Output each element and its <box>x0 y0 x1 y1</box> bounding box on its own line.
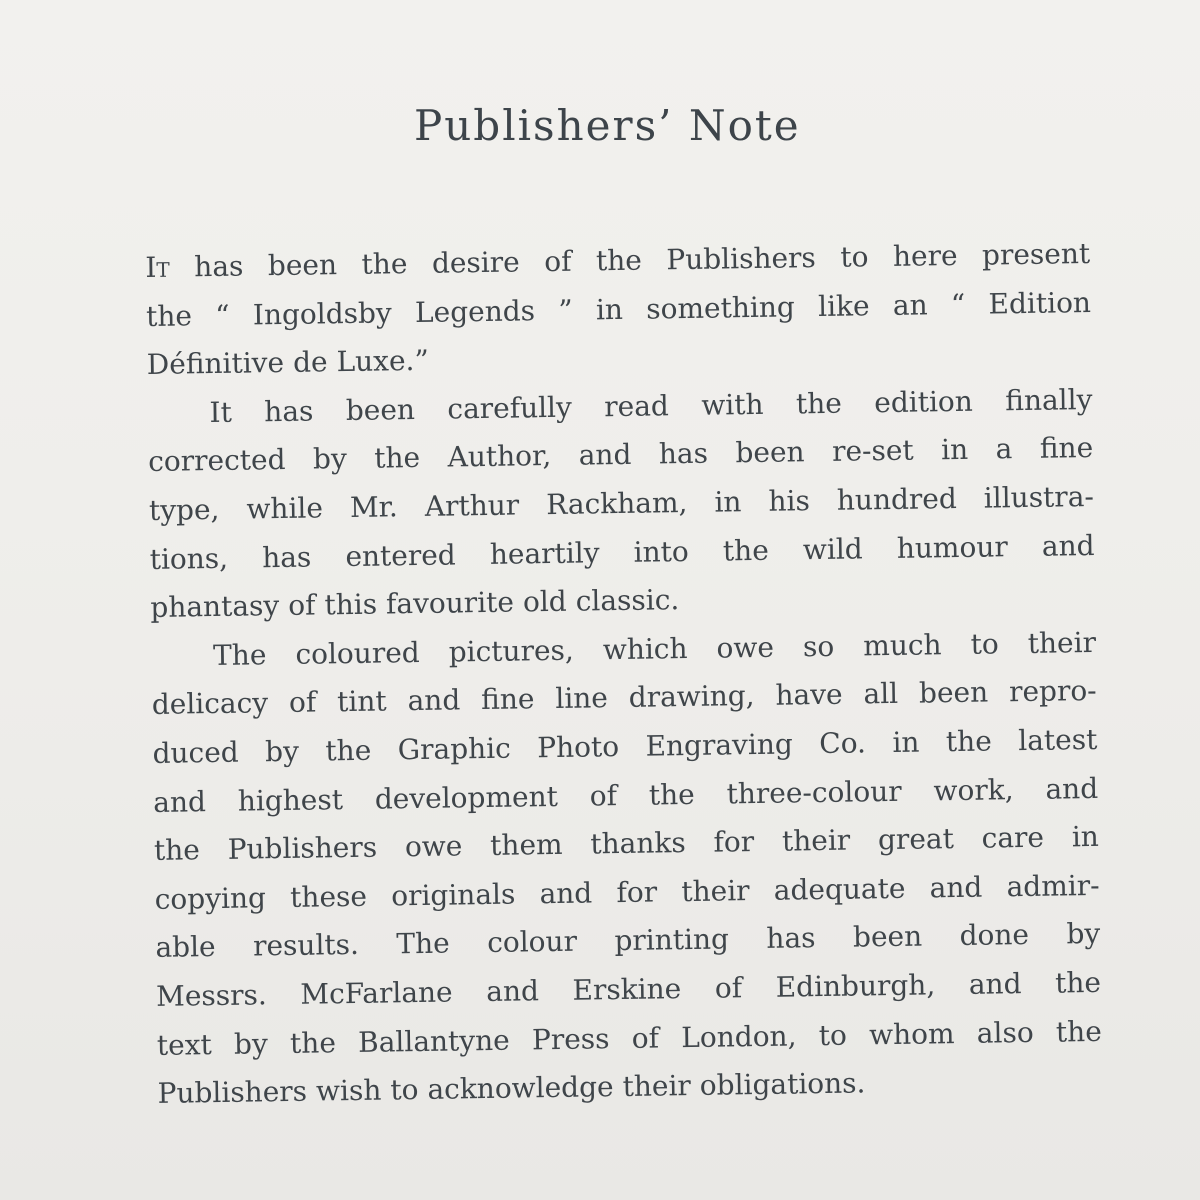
word: has <box>194 249 244 284</box>
word: which <box>602 631 688 667</box>
word: in <box>892 725 920 759</box>
word: able <box>155 930 216 965</box>
word: owe <box>716 630 775 665</box>
word: an <box>892 287 928 322</box>
word: the <box>795 386 843 421</box>
publishers-note-text <box>145 230 1103 1119</box>
word: text <box>156 1027 212 1062</box>
word: fine <box>480 682 535 717</box>
word: by <box>264 734 300 769</box>
word: Rackham, <box>545 485 688 522</box>
word: these <box>289 879 368 914</box>
word: has <box>261 540 312 574</box>
word: desire <box>431 245 520 280</box>
word: pictures, <box>448 633 575 669</box>
word: like <box>817 288 870 323</box>
word: been <box>345 392 416 427</box>
word: also <box>976 1015 1034 1050</box>
word: great <box>877 822 955 857</box>
word: re-set <box>831 433 914 469</box>
word: by <box>233 1026 269 1061</box>
word: Mr. <box>349 490 399 524</box>
word: the <box>1054 965 1102 1000</box>
word: for <box>713 825 755 859</box>
word: for <box>616 875 658 909</box>
word: their <box>781 823 851 858</box>
word: Graphic <box>397 731 512 767</box>
word: favourite <box>385 585 515 621</box>
word: work, <box>933 772 1014 807</box>
word: the <box>945 724 993 759</box>
word: Publishers <box>157 1074 308 1110</box>
word: phantasy <box>150 589 280 625</box>
word: been <box>852 919 923 954</box>
word: humour <box>896 529 1008 565</box>
word: Press <box>531 1021 610 1056</box>
word: Author, <box>447 439 552 474</box>
word: whom <box>868 1016 955 1051</box>
word: development <box>374 779 559 816</box>
word: McFarlane <box>300 975 453 1011</box>
word: corrected <box>147 443 286 479</box>
word: obligations. <box>699 1066 866 1102</box>
word: Edinburgh, <box>775 968 936 1004</box>
word: London, <box>681 1018 797 1054</box>
word: illustra- <box>983 479 1095 515</box>
word: here <box>892 238 958 273</box>
word: have <box>775 678 843 713</box>
word: admir- <box>1006 868 1100 904</box>
word: so <box>802 629 835 664</box>
word: the <box>289 1025 337 1060</box>
word: the <box>1055 1014 1103 1049</box>
word: three-colour <box>726 774 902 810</box>
word: latest <box>1017 722 1098 758</box>
word: to <box>818 1018 848 1052</box>
word: “ <box>950 287 966 321</box>
word: Luxe.” <box>336 343 429 379</box>
word: tint <box>336 684 387 719</box>
word: of <box>288 685 317 720</box>
word: has <box>766 921 816 956</box>
word: something <box>646 289 796 326</box>
word: de <box>292 345 328 380</box>
word: Legends <box>414 293 536 329</box>
word: the <box>153 833 201 868</box>
word: fine <box>1039 431 1094 466</box>
word: Ingoldsby <box>252 295 392 331</box>
word: colour <box>486 924 578 960</box>
word: owe <box>404 829 463 864</box>
word: this <box>324 587 378 622</box>
word: of <box>287 588 316 623</box>
word: Arthur <box>424 488 520 523</box>
word: a <box>995 432 1013 466</box>
word: adequate <box>773 871 906 907</box>
word: originals <box>390 877 516 913</box>
word: them <box>489 827 563 863</box>
word: the <box>722 533 769 568</box>
word: The <box>212 637 267 672</box>
word: and <box>407 683 461 718</box>
word: results. <box>252 928 360 963</box>
word: edition <box>874 384 974 419</box>
word: and <box>578 438 632 472</box>
word: old <box>522 584 567 619</box>
word: line <box>555 681 609 716</box>
word: classic. <box>575 583 680 618</box>
word: wish <box>315 1073 382 1108</box>
word: Publishers <box>227 830 378 866</box>
word: to <box>970 627 999 661</box>
word: Engraving <box>645 727 794 763</box>
word: the <box>374 441 421 475</box>
word: duced <box>152 735 239 770</box>
word: and <box>485 974 540 1008</box>
word: the <box>145 298 193 333</box>
word: carefully <box>447 390 573 426</box>
word: highest <box>237 782 344 818</box>
word: copying <box>154 880 267 916</box>
word: Définitive <box>146 346 285 382</box>
word: The <box>396 926 450 961</box>
word: of <box>589 778 618 812</box>
word: present <box>981 236 1091 272</box>
word: type, <box>148 492 220 527</box>
word: read <box>604 389 670 423</box>
word: thanks <box>590 826 686 861</box>
word: of <box>543 244 572 279</box>
word: printing <box>614 922 730 958</box>
word: “ <box>214 298 230 332</box>
word: drawing, <box>628 679 755 715</box>
word: their <box>1027 625 1097 660</box>
word: Messrs. <box>155 978 268 1013</box>
word: Ballantyne <box>357 1023 510 1059</box>
word: Photo <box>537 729 620 765</box>
word: to <box>390 1073 419 1107</box>
word: done <box>959 918 1030 953</box>
word: Edition <box>988 285 1092 321</box>
word: and <box>929 870 983 905</box>
word: the <box>325 733 372 768</box>
word: and <box>1045 771 1099 806</box>
word: much <box>863 627 942 663</box>
word: in <box>1071 820 1100 854</box>
word: care <box>981 820 1045 855</box>
word: Publishers <box>666 241 817 277</box>
word: been <box>918 675 989 710</box>
word: been <box>735 435 805 470</box>
word: tions, <box>149 541 229 576</box>
word: Erskine <box>572 972 682 1007</box>
word: acknowledge <box>427 1070 614 1106</box>
word: in <box>714 485 742 519</box>
word: wild <box>802 531 863 566</box>
word: has <box>658 437 709 471</box>
word: It <box>209 395 233 429</box>
word: and <box>968 966 1022 1001</box>
word: repro- <box>1008 674 1097 709</box>
word: Co. <box>819 726 867 760</box>
word: their <box>681 873 750 908</box>
word: hundred <box>836 481 957 517</box>
word: heartily <box>489 535 600 571</box>
word: It <box>145 250 170 284</box>
word: into <box>633 534 689 569</box>
word: to <box>840 240 869 274</box>
word: finally <box>1005 382 1093 418</box>
word: delicacy <box>151 686 269 722</box>
word: of <box>631 1020 660 1055</box>
word: his <box>768 484 811 518</box>
word: with <box>701 387 764 422</box>
word: while <box>246 491 324 526</box>
word: all <box>863 677 899 711</box>
word: ” <box>558 293 573 327</box>
word: the <box>595 243 643 278</box>
word: in <box>595 292 624 326</box>
word: and <box>153 784 207 819</box>
word: of <box>714 971 743 1005</box>
word: in <box>940 433 969 467</box>
word: and <box>1041 528 1095 563</box>
word: by <box>1066 917 1101 951</box>
word: entered <box>345 537 456 573</box>
word: their <box>622 1069 692 1104</box>
word: been <box>267 248 338 283</box>
word: the <box>648 777 695 812</box>
word: has <box>264 394 314 429</box>
word: the <box>361 247 408 281</box>
page-title: Publishers’ Note <box>414 101 801 150</box>
word: and <box>539 876 593 910</box>
word: coloured <box>295 635 420 671</box>
word: by <box>312 442 348 476</box>
